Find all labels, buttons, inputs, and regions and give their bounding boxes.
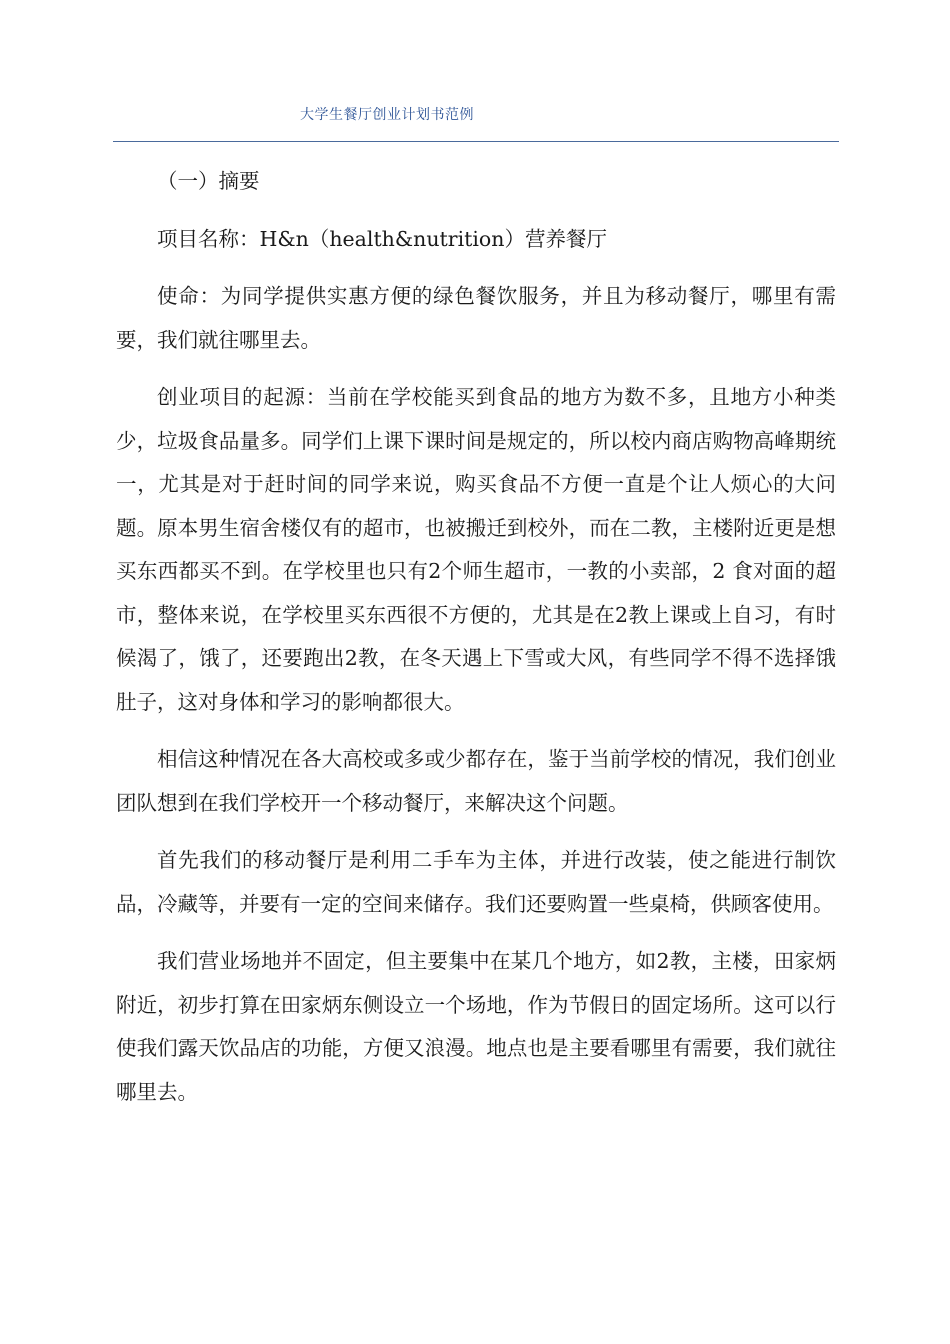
paragraph-project-name: 项目名称：H&n（health&nutrition）营养餐厅	[157, 226, 607, 251]
paragraph-origin: 创业项目的起源：当前在学校能买到食品的地方为数不多，且地方小种类少，垃圾食品量多。同学们上课下课时间是规定的，所以校内商店购物高峰期统一，尤其是对于赶时间的同学来说，购买食品不方便一直是个让人烦心的大问题。原本男生宿舍楼仅有的超市，也被搬迁到校外，而在二教，主楼附近更是想买东西都买不到。在学校里也只有2个师生超市，一教的小卖部，2 食对面的超市，整体来说，在学校里买东西很不方便的，尤其是在2教上课或上自习，有时候渴了，饿了，还要跑出2教，在冬天遇上下雪或大风，有些同学不得不选择饿肚子，这对身体和学习的影响都很大。	[116, 385, 836, 714]
header-divider	[113, 141, 839, 142]
paragraph-mission: 使命：为同学提供实惠方便的绿色餐饮服务，并且为移动餐厅，哪里有需要，我们就往哪里去。	[116, 284, 836, 352]
header-title: 大学生餐厅创业计划书范例	[300, 107, 474, 123]
paragraph-vehicle: 首先我们的移动餐厅是利用二手车为主体，并进行改装，使之能进行制饮品，冷藏等，并要有一定的空间来储存。我们还要购置一些桌椅，供顾客使用。	[116, 848, 836, 916]
paragraph-motivation: 相信这种情况在各大高校或多或少都存在，鉴于当前学校的情况，我们创业团队想到在我们学校开一个移动餐厅，来解决这个问题。	[116, 747, 836, 815]
paragraph-location: 我们营业场地并不固定，但主要集中在某几个地方，如2教，主楼，田家炳附近，初步打算在田家炳东侧设立一个场地，作为节假日的固定场所。这可以行使我们露天饮品店的功能，方便又浪漫。地点也是主要看哪里有需要，我们就往哪里去。	[116, 949, 836, 1104]
document-body	[116, 160, 836, 1128]
section-heading: （一）摘要	[157, 169, 260, 193]
